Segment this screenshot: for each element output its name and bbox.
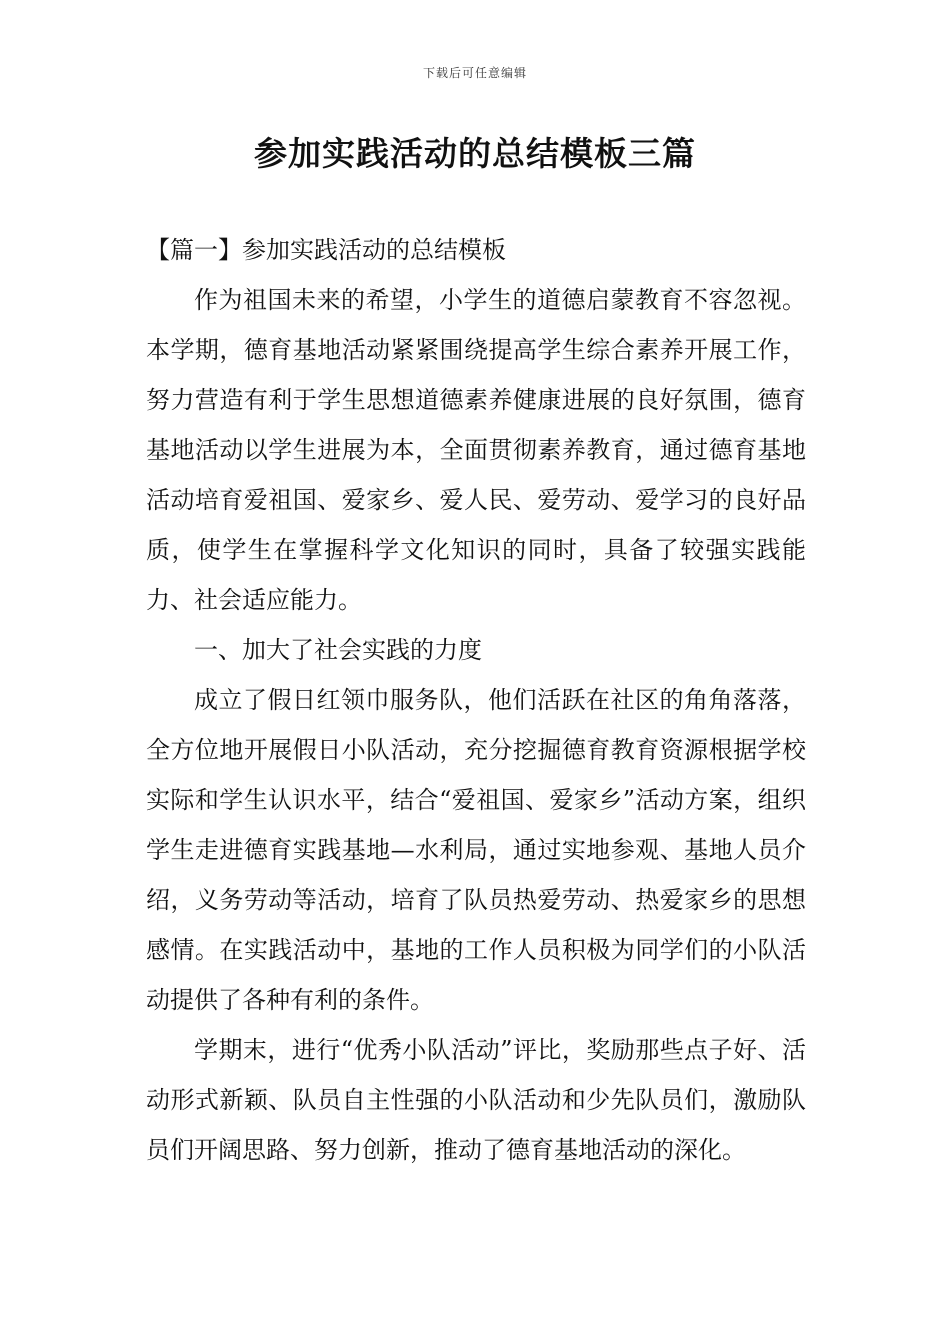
header-note: 下载后可任意编辑	[422, 66, 527, 80]
page-title: 参加实践活动的总结模板三篇	[254, 134, 696, 173]
document-body	[146, 225, 806, 1175]
section-heading: 【篇一】参加实践活动的总结模板	[146, 236, 506, 264]
paragraph-service-team: 成立了假日红领巾服务队，他们活跃在社区的角角落落，全方位地开展假日小队活动，充分挖掘德育教育资源根据学校实际和学生认识水平，结合“爱祖国、爱家乡”活动方案，组织学生走进德育实践基地—水利局，通过实地参观、基地人员介绍，义务劳动等活动，培育了队员热爱劳动、热爱家乡的思想感情。在实践活动中，基地的工作人员积极为同学们的小队活动提供了各种有利的条件。	[146, 686, 806, 1014]
subheading-social-practice: 一、加大了社会实践的力度	[194, 636, 482, 664]
paragraph-term-end: 学期末，进行“优秀小队活动”评比，奖励那些点子好、活动形式新颖、队员自主性强的小队活动和少先队员们，激励队员们开阔思路、努力创新，推动了德育基地活动的深化。	[146, 1036, 806, 1164]
paragraph-intro: 作为祖国未来的希望，小学生的道德启蒙教育不容忽视。本学期，德育基地活动紧紧围绕提高学生综合素养开展工作，努力营造有利于学生思想道德素养健康进展的良好氛围，德育基地活动以学生进展为本，全面贯彻素养教育，通过德育基地活动培育爱祖国、爱家乡、爱人民、爱劳动、爱学习的良好品质，使学生在掌握科学文化知识的同时，具备了较强实践能力、社会适应能力。	[146, 286, 806, 614]
